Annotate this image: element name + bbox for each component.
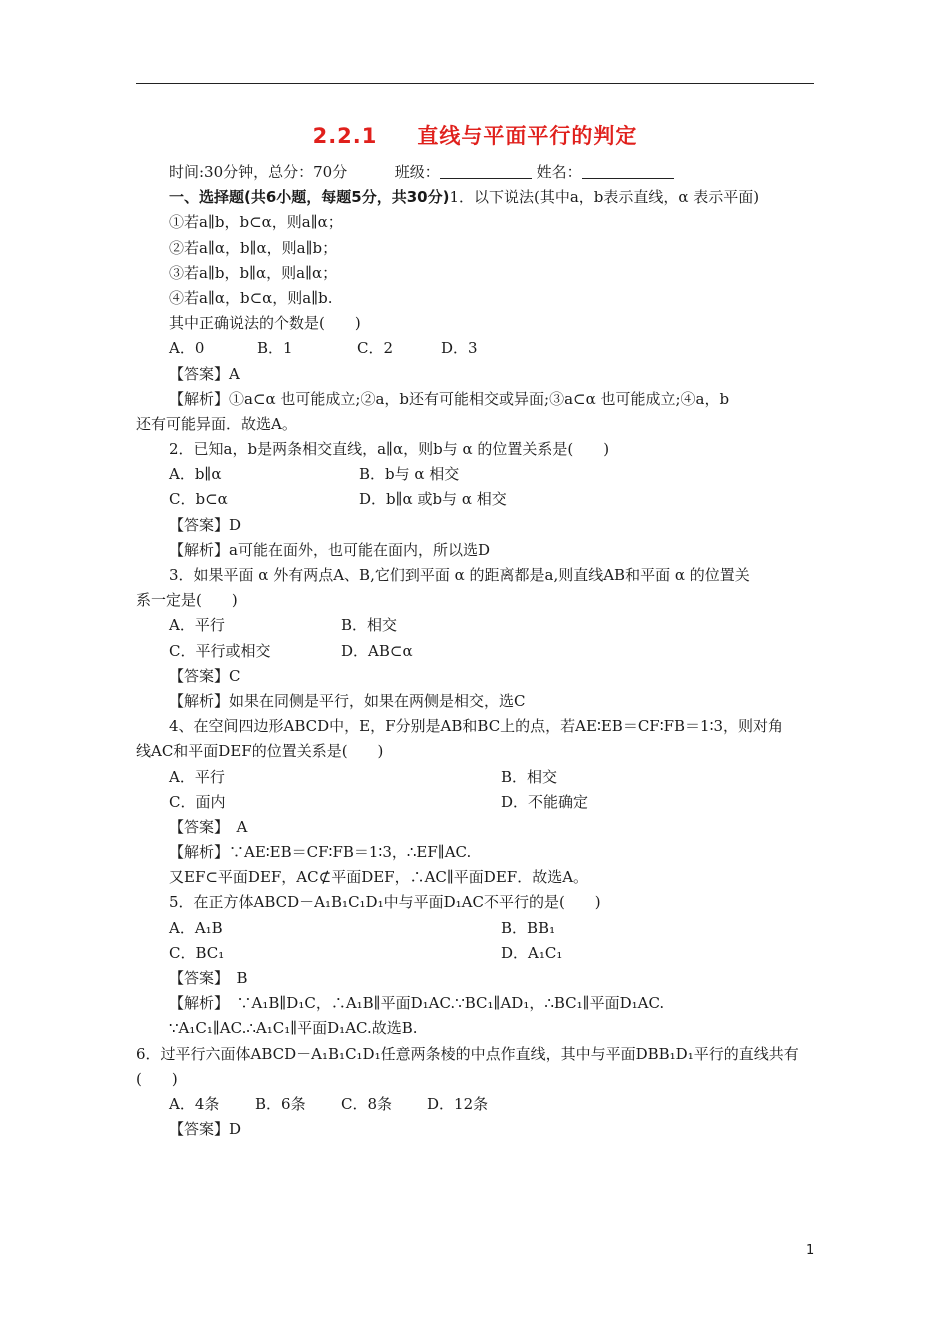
q3-option-c: C．平行或相交: [169, 641, 271, 660]
q1-statement-4: ④若a∥α，b⊂α，则a∥b.: [169, 288, 333, 307]
q1-option-a: A．0: [169, 339, 205, 358]
q1-answer: 【答案】A: [169, 364, 240, 383]
q4-analysis-1: 【解析】∵AE∶EB＝CF∶FB＝1∶3，∴EF∥AC.: [169, 843, 472, 862]
q2-option-d: D．b∥α 或b与 α 相交: [359, 490, 507, 509]
q2-options-row-1: [136, 462, 814, 487]
q2-stem: 2．已知a，b是两条相交直线，a∥α，则b与 α 的位置关系是( ): [169, 440, 610, 459]
q5-options-row-1: [136, 916, 814, 941]
q3-option-b: B．相交: [341, 616, 398, 635]
page-title: [0, 120, 950, 150]
header-rule: [136, 83, 814, 84]
q4-stem-1: 4、在空间四边形ABCD中，E，F分别是AB和BC上的点，若AE∶EB＝CF∶FB＝1∶3，则对角: [169, 717, 784, 736]
q4-options-row-2: [136, 790, 814, 815]
q3-options-row-1: [136, 613, 814, 638]
q6-option-d: D．12条: [427, 1094, 489, 1113]
q4-option-c: C．面内: [169, 792, 226, 811]
q1-statement-2: ②若a∥α，b∥α，则a∥b；: [169, 238, 338, 257]
q4-answer: 【答案】 A: [169, 817, 248, 836]
q4-option-a: A．平行: [169, 767, 225, 786]
q6-answer: 【答案】D: [169, 1120, 242, 1139]
class-label: 班级：: [394, 163, 440, 181]
q1-statement-3: ③若a∥b，b∥α，则a∥α；: [169, 263, 338, 282]
q5-analysis-1: 【解析】 ∵A₁B∥D₁C，∴A₁B∥平面D₁AC.∵BC₁∥AD₁，∴BC₁∥平面D₁AC.: [169, 994, 665, 1013]
q6-option-a: A．4条: [169, 1094, 220, 1113]
document-body: [136, 160, 814, 1142]
q3-option-a: A．平行: [169, 616, 225, 635]
name-label: 姓名：: [536, 163, 582, 181]
q3-answer: 【答案】C: [169, 666, 241, 685]
q6-option-b: B．6条: [255, 1094, 306, 1113]
q1-option-d: D．3: [441, 339, 478, 358]
time-total: 时间:30分钟，总分：70分: [169, 163, 348, 181]
q1-analysis-2: 还有可能异面．故选A。: [136, 414, 297, 433]
q2-option-c: C．b⊂α: [169, 490, 228, 509]
q5-answer: 【答案】 B: [169, 969, 248, 987]
q5-stem: 5．在正方体ABCD－A₁B₁C₁D₁中与平面D₁AC不平行的是( ): [169, 893, 601, 912]
page-number: 1: [806, 1243, 815, 1258]
q4-option-b: B．相交: [501, 767, 558, 786]
q5-option-c: C．BC₁: [169, 943, 225, 962]
section-heading: 一、选择题(共6小题，每题5分，共30分): [169, 188, 450, 207]
q5-analysis-2: ∵A₁C₁∥AC.∴A₁C₁∥平面D₁AC.故选B.: [169, 1019, 418, 1038]
q3-options-row-2: [136, 639, 814, 664]
q5-option-d: D．A₁C₁: [501, 943, 563, 962]
q1-options: [136, 336, 814, 361]
q2-options-row-2: [136, 487, 814, 512]
q4-option-d: D．不能确定: [501, 792, 589, 811]
q2-answer: 【答案】D: [169, 515, 242, 534]
title-text: 直线与平面平行的判定: [417, 124, 638, 148]
q5-options-row-2: [136, 941, 814, 966]
title-number: 2.2.1: [312, 124, 378, 148]
q4-analysis-2: 又EF⊂平面DEF，AC⊄平面DEF，∴AC∥平面DEF．故选A。: [169, 868, 589, 887]
q4-options-row-1: [136, 765, 814, 790]
class-blank: [440, 162, 532, 179]
name-blank: [582, 162, 674, 179]
q1-statement-1: ①若a∥b，b⊂α，则a∥α；: [169, 213, 343, 232]
q2-option-a: A．b∥α: [169, 465, 222, 484]
q6-stem-2: ( ): [136, 1069, 178, 1088]
q3-option-d: D．AB⊂α: [341, 641, 413, 660]
q3-analysis: 【解析】如果在同侧是平行，如果在两侧是相交，选C: [169, 691, 526, 710]
q2-option-b: B．b与 α 相交: [359, 465, 460, 484]
meta-line: [136, 160, 814, 185]
q3-stem-2: 系一定是( ): [136, 591, 238, 610]
q1-option-c: C．2: [357, 339, 394, 358]
q1-stem: 1．以下说法(其中a，b表示直线，α 表示平面): [449, 188, 760, 207]
q6-stem-1: 6．过平行六面体ABCD－A₁B₁C₁D₁任意两条棱的中点作直线，其中与平面DBB₁D₁平行的直线共有: [136, 1044, 799, 1063]
q6-options: [136, 1092, 814, 1117]
q1-analysis-1: 【解析】①a⊂α 也可能成立;②a，b还有可能相交或异面;③a⊂α 也可能成立;④a，b: [169, 389, 730, 408]
q5-option-a: A．A₁B: [169, 918, 223, 937]
q1-stem-line: [136, 185, 814, 210]
q5-option-b: B．BB₁: [501, 918, 556, 937]
q2-analysis: 【解析】a可能在面外，也可能在面内，所以选D: [169, 540, 490, 559]
q6-option-c: C．8条: [341, 1094, 393, 1113]
q4-stem-2: 线AC和平面DEF的位置关系是( ): [136, 742, 384, 761]
q3-stem-1: 3．如果平面 α 外有两点A、B,它们到平面 α 的距离都是a,则直线AB和平面 α 的位置关: [169, 566, 750, 584]
q1-option-b: B．1: [257, 339, 293, 358]
q1-ask: 其中正确说法的个数是( ): [169, 314, 361, 333]
